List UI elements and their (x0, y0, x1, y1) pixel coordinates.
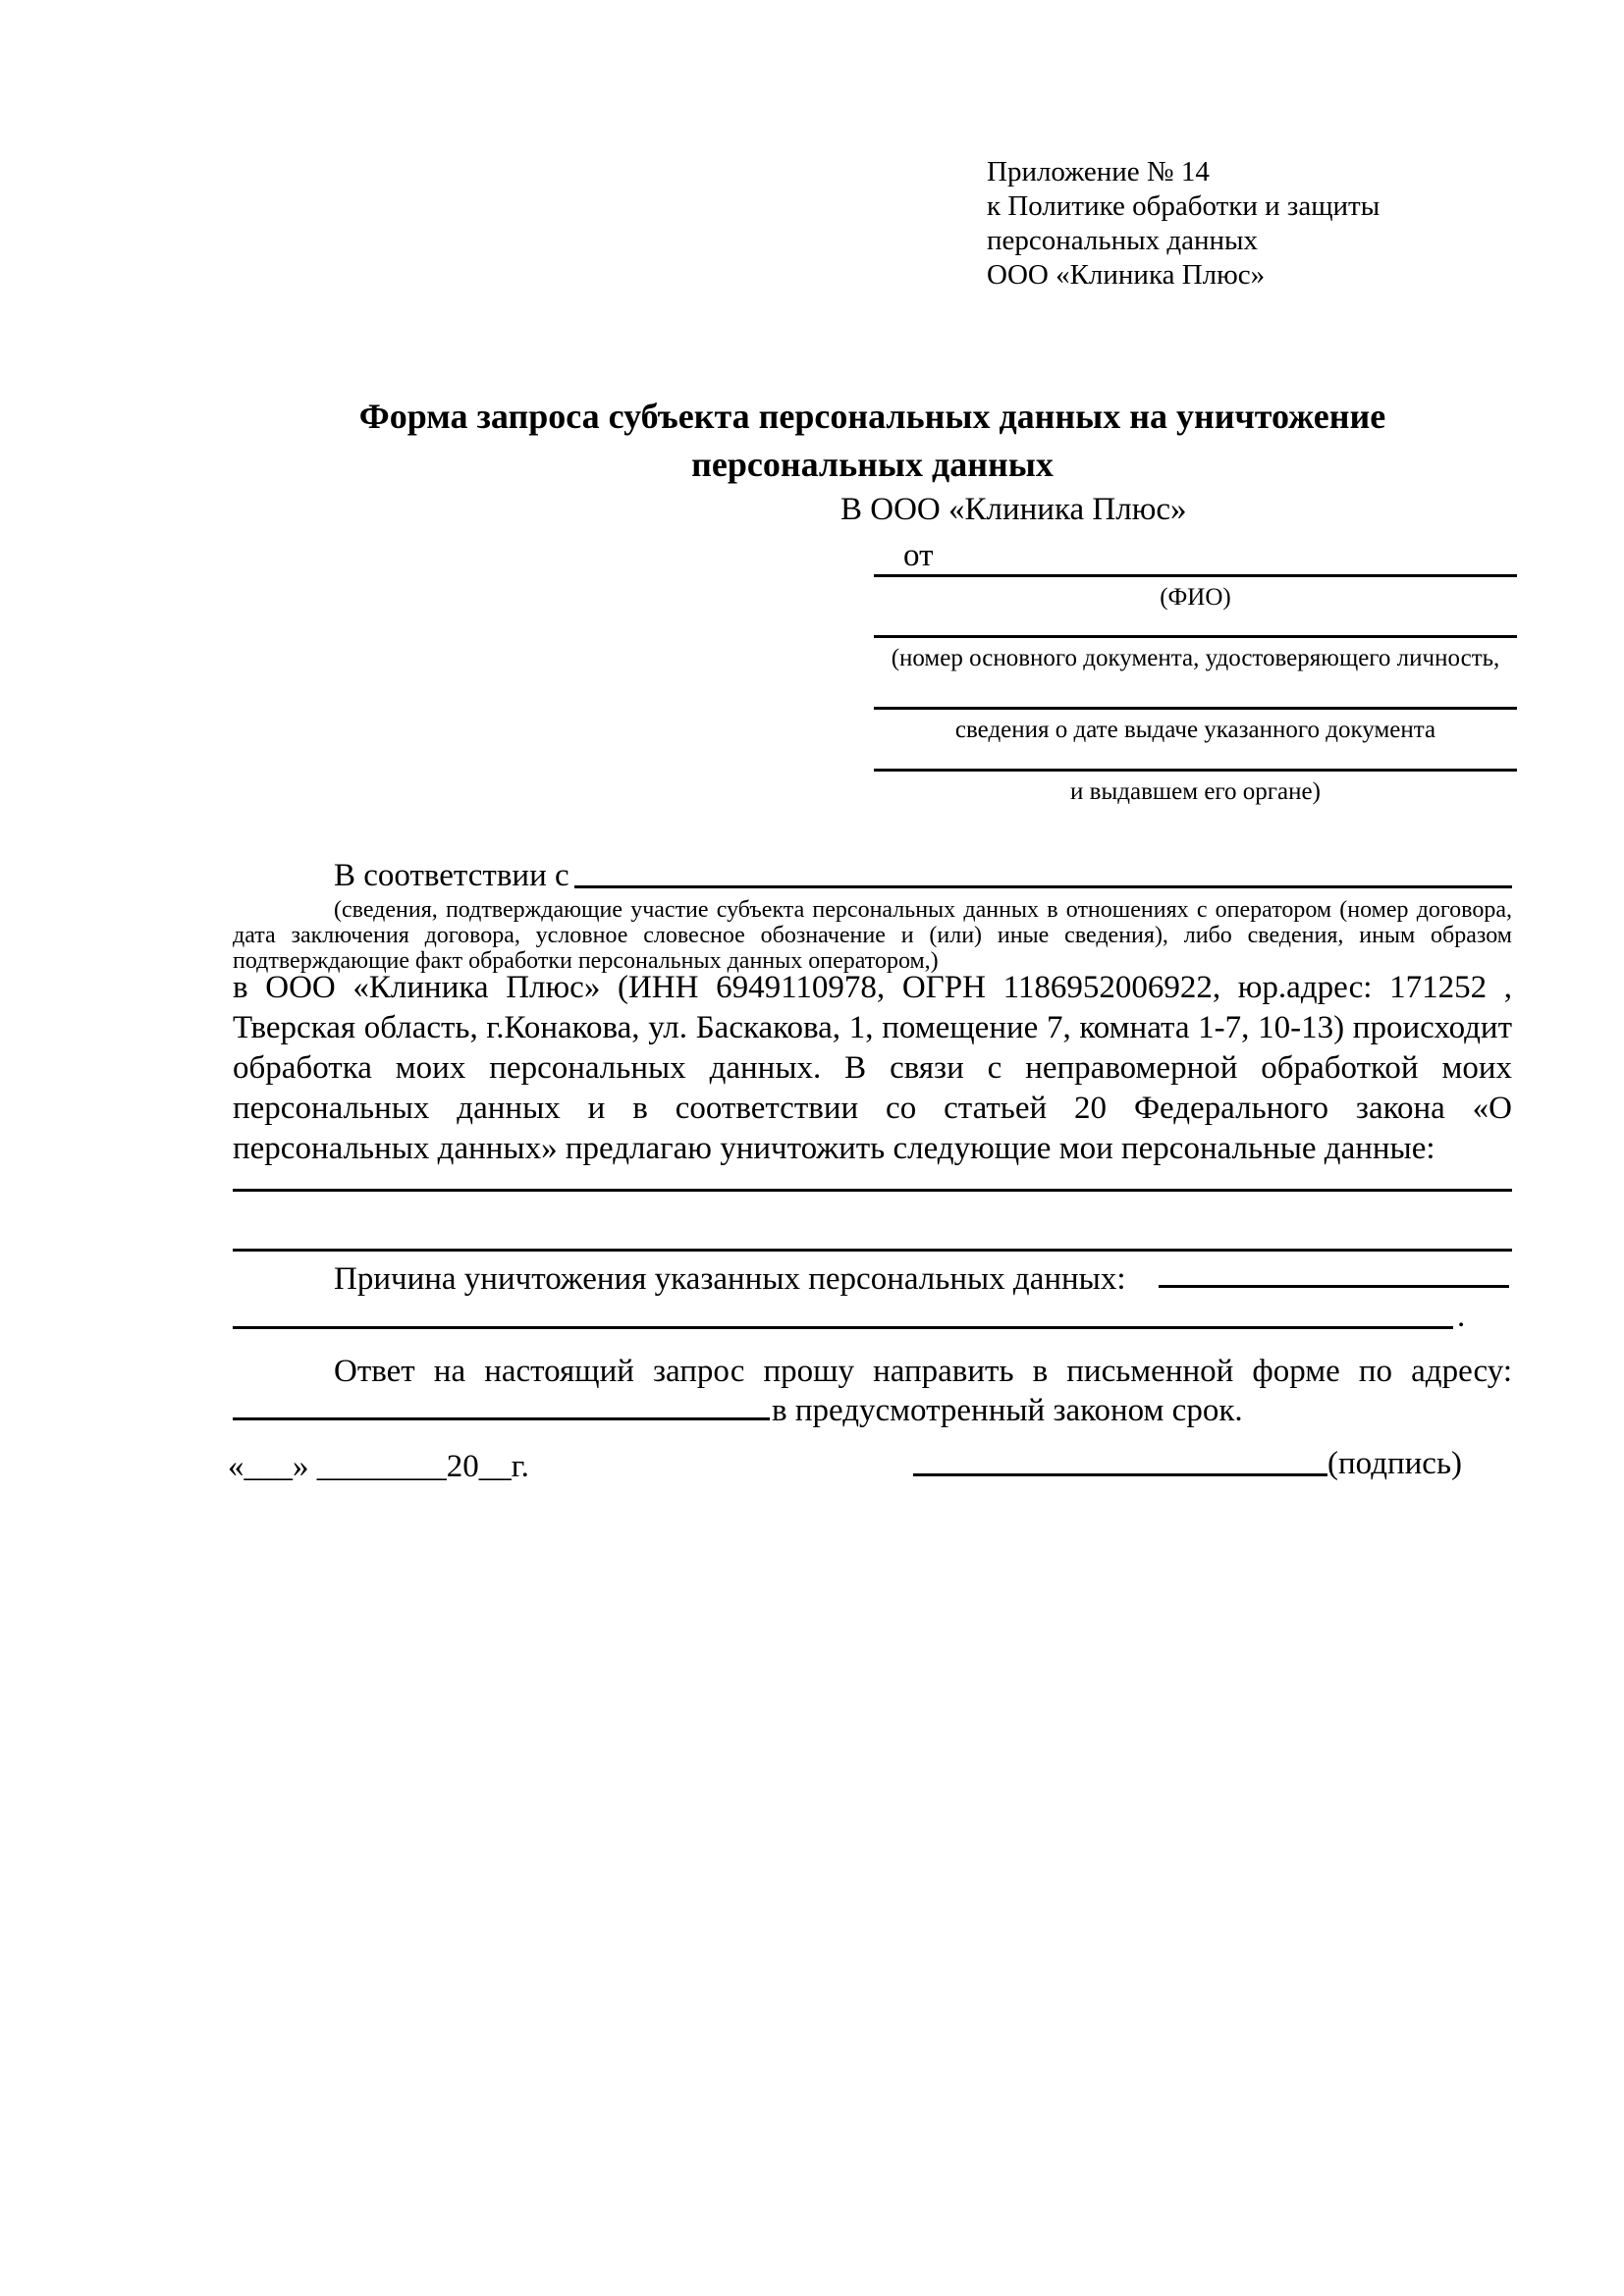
data-blank-line-1 (233, 1189, 1512, 1192)
response-tail: в предусмотренный законом срок. (772, 1393, 1243, 1428)
from-label: от (903, 538, 934, 573)
issue-date-caption: сведения о дате выдаче указанного документа (954, 717, 1436, 743)
reason-blank-line (1159, 1285, 1509, 1288)
document-title (233, 393, 1512, 489)
sentence-period: . (1457, 1299, 1466, 1334)
signature-blank-line (913, 1473, 1327, 1476)
issue-date-blank-line (874, 707, 1517, 710)
document-title-line1: Форма запроса субъекта персональных данных на уничтожение (358, 397, 1386, 436)
response-address-blank-line (233, 1417, 770, 1420)
issuing-authority-caption: и выдавшем его органе) (1070, 778, 1321, 805)
date-blank: «___» ________20__г. (228, 1449, 529, 1484)
appendix-note-line: к Политике обработки и защиты (987, 190, 1380, 222)
issuing-authority-blank-line (874, 769, 1517, 772)
addressee-organization: В ООО «Клиника Плюс» (840, 492, 1187, 527)
main-paragraph: в ООО «Клиника Плюс» (ИНН 6949110978, ОГРН 1186952006922, юр.адрес: 171252 , Тверская область, г.Конакова, ул. Баскакова, 1, помещение 7, комната 1-7, 10-13) происходит обработка моих персональных данных. В связи с неправомерной обработкой моих персональных данных и в соответствии со статьей 20 Федерального закона «О персональных данных» предлагаю уничтожить следующие мои персональные данные: (233, 970, 1512, 1166)
accordance-note: (сведения, подтверждающие участие субъекта персональных данных в отношениях с оператором (номер договора, дата заключения договора, условное словесное обозначение и (или) иные сведения), либо сведения, иным образом подтверждающие факт обработки персональных данных оператором,) (233, 897, 1512, 974)
document-number-blank-line (874, 635, 1517, 638)
data-blank-line-2 (233, 1249, 1512, 1252)
accordance-label: В соответствии с (334, 858, 569, 893)
appendix-note-line: персональных данных (987, 225, 1259, 256)
appendix-note (987, 155, 1458, 293)
appendix-note-line: ООО «Клиника Плюс» (987, 259, 1266, 291)
accordance-blank-line (574, 885, 1512, 888)
appendix-note-line: Приложение № 14 (987, 156, 1210, 187)
signature-caption: (подпись) (1327, 1446, 1462, 1481)
fio-caption: (ФИО) (1160, 584, 1231, 611)
reason-continuation-blank-line (233, 1326, 1453, 1329)
fio-blank-line (874, 574, 1517, 577)
response-request: Ответ на настоящий запрос прошу направить в письменной форме по адресу: (334, 1354, 1512, 1389)
document-number-caption: (номер основного документа, удостоверяющего личность, (891, 645, 1500, 671)
document-title-line2: персональных данных (691, 445, 1054, 484)
reason-label: Причина уничтожения указанных персональных данных: (334, 1261, 1126, 1297)
